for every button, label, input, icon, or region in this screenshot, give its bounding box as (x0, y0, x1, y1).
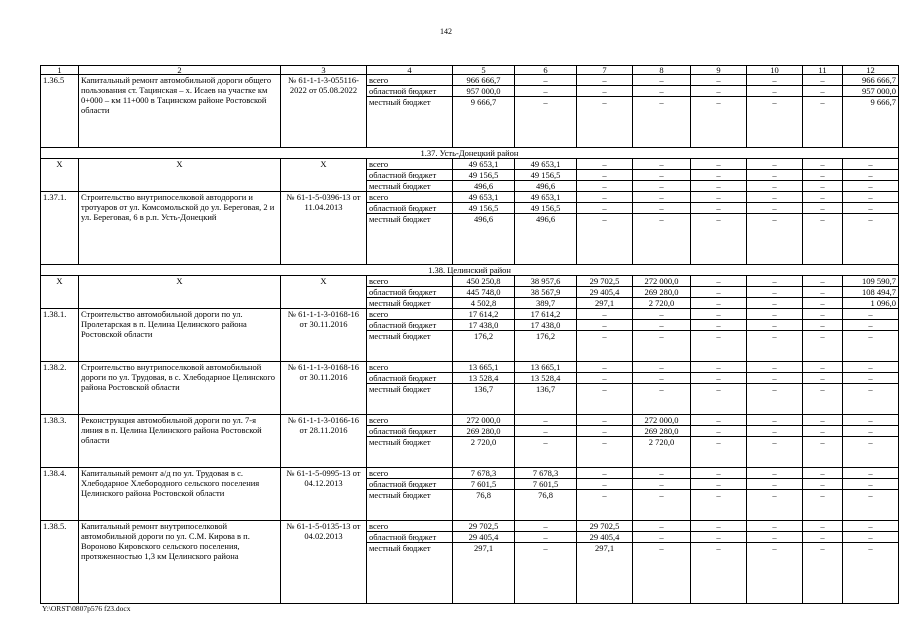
funding-source: всего (367, 159, 453, 170)
amount-cell: 17 614,2 (515, 309, 577, 320)
amount-cell: – (803, 86, 843, 97)
amount-cell: 2 720,0 (633, 437, 691, 468)
amount-cell: – (633, 362, 691, 373)
amount-cell: – (691, 181, 747, 192)
column-number-row (41, 66, 899, 75)
amount-cell: 136,7 (515, 384, 577, 415)
amount-cell: – (843, 532, 899, 543)
amount-cell: – (803, 437, 843, 468)
amount-cell: – (747, 373, 803, 384)
col-header: 10 (747, 66, 803, 75)
amount-cell: – (747, 426, 803, 437)
amount-cell: 29 405,4 (577, 532, 633, 543)
amount-cell: 7 601,5 (453, 479, 515, 490)
amount-cell: 957 000,0 (453, 86, 515, 97)
amount-cell: 29 405,4 (577, 287, 633, 298)
amount-cell: – (633, 86, 691, 97)
amount-cell: – (803, 373, 843, 384)
amount-cell: – (577, 331, 633, 362)
amount-cell: – (691, 384, 747, 415)
amount-cell: – (633, 373, 691, 384)
amount-cell: 272 000,0 (633, 276, 691, 287)
funding-source: областной бюджет (367, 373, 453, 384)
expertise-conclusion: № 61-1-1-3-0168-16 от 30.11.2016 (281, 309, 367, 362)
amount-cell: 445 748,0 (453, 287, 515, 298)
table-row (41, 521, 899, 532)
item-description: Строительство автомобильной дороги по ул. Пролетарская в п. Целина Целинского района Ростовской области (79, 309, 281, 362)
amount-cell: 38 957,6 (515, 276, 577, 287)
table-row (41, 362, 899, 373)
amount-cell: 2 720,0 (453, 437, 515, 468)
amount-cell: 29 702,5 (453, 521, 515, 532)
amount-cell: – (577, 437, 633, 468)
amount-cell: 176,2 (515, 331, 577, 362)
section-title: 1.37. Усть-Донецкий район (41, 148, 899, 159)
amount-cell: – (803, 97, 843, 148)
amount-cell: – (803, 331, 843, 362)
amount-cell: – (843, 521, 899, 532)
amount-cell: – (633, 331, 691, 362)
table-row (41, 159, 899, 170)
amount-cell: – (577, 468, 633, 479)
amount-cell: – (803, 214, 843, 265)
amount-cell: – (577, 373, 633, 384)
amount-cell: 496,6 (515, 214, 577, 265)
amount-cell: – (633, 214, 691, 265)
section-title: 1.38. Целинский район (41, 265, 899, 276)
amount-cell: – (803, 384, 843, 415)
funding-source: местный бюджет (367, 298, 453, 309)
amount-cell: 4 502,8 (453, 298, 515, 309)
funding-source: областной бюджет (367, 320, 453, 331)
expertise-conclusion: № 61-1-5-0995-13 от 04.12.2013 (281, 468, 367, 521)
amount-cell: 297,1 (453, 543, 515, 604)
amount-cell: – (843, 373, 899, 384)
item-number: 1.38.5. (41, 521, 79, 604)
funding-source: местный бюджет (367, 437, 453, 468)
amount-cell: – (577, 309, 633, 320)
amount-cell: – (747, 468, 803, 479)
amount-cell: – (747, 415, 803, 426)
amount-cell: – (691, 532, 747, 543)
amount-cell: – (843, 320, 899, 331)
amount-cell: 269 280,0 (453, 426, 515, 437)
amount-cell: 496,6 (453, 181, 515, 192)
amount-cell: – (747, 75, 803, 86)
funding-source: областной бюджет (367, 86, 453, 97)
amount-cell: – (691, 373, 747, 384)
amount-cell: 9 666,7 (843, 97, 899, 148)
item-number: 1.38.3. (41, 415, 79, 468)
amount-cell: 29 702,5 (577, 276, 633, 287)
amount-cell: – (691, 276, 747, 287)
amount-cell: – (577, 159, 633, 170)
amount-cell: – (577, 415, 633, 426)
funding-source: областной бюджет (367, 479, 453, 490)
amount-cell: – (577, 75, 633, 86)
amount-cell: – (803, 276, 843, 287)
amount-cell: – (803, 479, 843, 490)
amount-cell: 49 653,1 (515, 192, 577, 203)
amount-cell: – (803, 170, 843, 181)
amount-cell: – (577, 192, 633, 203)
amount-cell: – (691, 415, 747, 426)
amount-cell: 269 280,0 (633, 426, 691, 437)
funding-source: областной бюджет (367, 426, 453, 437)
amount-cell: – (803, 192, 843, 203)
amount-cell: – (691, 192, 747, 203)
amount-cell: 76,8 (515, 490, 577, 521)
amount-cell: – (633, 543, 691, 604)
amount-cell: 496,6 (453, 214, 515, 265)
amount-cell: 966 666,7 (453, 75, 515, 86)
amount-cell: – (803, 532, 843, 543)
funding-source: местный бюджет (367, 543, 453, 604)
amount-cell: – (633, 97, 691, 148)
amount-cell: – (691, 203, 747, 214)
amount-cell: – (747, 309, 803, 320)
amount-cell: – (843, 214, 899, 265)
amount-cell: – (577, 214, 633, 265)
funding-source: всего (367, 415, 453, 426)
amount-cell: – (803, 309, 843, 320)
amount-cell: 7 601,5 (515, 479, 577, 490)
amount-cell: – (843, 479, 899, 490)
funding-source: областной бюджет (367, 287, 453, 298)
funding-source: местный бюджет (367, 97, 453, 148)
amount-cell: – (577, 170, 633, 181)
amount-cell: – (747, 170, 803, 181)
amount-cell: – (843, 331, 899, 362)
amount-cell: – (515, 532, 577, 543)
amount-cell: – (747, 490, 803, 521)
amount-cell: 957 000,0 (843, 86, 899, 97)
item-description: Капитальный ремонт внутрипоселковой автомобильной дороги по ул. С.М. Кирова в п. Вороново Кировского сельского поселения, протяженностью 1,3 км Целинского района (79, 521, 281, 604)
amount-cell: 7 678,3 (453, 468, 515, 479)
item-description: Капитальный ремонт автомобильной дороги общего пользования ст. Тацинская – х. Исаев на участке км 0+000 – км 11+000 в Тацинском районе Ростовской области (79, 75, 281, 148)
funding-source: областной бюджет (367, 532, 453, 543)
amount-cell: – (633, 75, 691, 86)
amount-cell: – (577, 203, 633, 214)
amount-cell: – (577, 181, 633, 192)
amount-cell: 49 156,5 (453, 203, 515, 214)
amount-cell: – (747, 543, 803, 604)
item-number: Х (41, 276, 79, 309)
amount-cell: 272 000,0 (453, 415, 515, 426)
amount-cell: – (747, 276, 803, 287)
amount-cell: – (747, 181, 803, 192)
amount-cell: – (843, 543, 899, 604)
amount-cell: – (843, 181, 899, 192)
expertise-conclusion: № 61-1-5-0135-13 от 04.02.2013 (281, 521, 367, 604)
item-number: Х (41, 159, 79, 192)
col-header: 11 (803, 66, 843, 75)
expertise-conclusion: № 61-1-1-3-055116-2022 от 05.08.2022 (281, 75, 367, 148)
amount-cell: 176,2 (453, 331, 515, 362)
funding-source: местный бюджет (367, 181, 453, 192)
section-row (41, 265, 899, 276)
amount-cell: – (691, 97, 747, 148)
amount-cell: 17 438,0 (515, 320, 577, 331)
amount-cell: 17 438,0 (453, 320, 515, 331)
amount-cell: – (577, 384, 633, 415)
amount-cell: – (577, 479, 633, 490)
amount-cell: – (691, 320, 747, 331)
amount-cell: 966 666,7 (843, 75, 899, 86)
amount-cell: – (515, 521, 577, 532)
item-description: Х (79, 159, 281, 192)
amount-cell: – (691, 331, 747, 362)
funding-source: местный бюджет (367, 490, 453, 521)
amount-cell: 13 528,4 (453, 373, 515, 384)
table-row (41, 309, 899, 320)
amount-cell: – (747, 384, 803, 415)
table-row (41, 415, 899, 426)
amount-cell: – (747, 320, 803, 331)
amount-cell: 2 720,0 (633, 298, 691, 309)
amount-cell: – (843, 362, 899, 373)
amount-cell: – (633, 468, 691, 479)
amount-cell: – (803, 287, 843, 298)
amount-cell: – (843, 170, 899, 181)
amount-cell: – (633, 490, 691, 521)
item-description: Капитальный ремонт а/д по ул. Трудовая в с. Хлебодарное Хлебородного сельского поселения Целинского района Ростовской области (79, 468, 281, 521)
amount-cell: 49 156,5 (453, 170, 515, 181)
amount-cell: 49 156,5 (515, 203, 577, 214)
col-header: 5 (453, 66, 515, 75)
amount-cell: – (633, 181, 691, 192)
page-number: 142 (440, 27, 452, 36)
amount-cell: – (515, 86, 577, 97)
amount-cell: – (747, 192, 803, 203)
amount-cell: 13 665,1 (453, 362, 515, 373)
amount-cell: – (691, 437, 747, 468)
amount-cell: – (633, 159, 691, 170)
amount-cell: – (633, 170, 691, 181)
table-row (41, 75, 899, 86)
amount-cell: – (577, 490, 633, 521)
funding-source: всего (367, 468, 453, 479)
col-header: 1 (41, 66, 79, 75)
amount-cell: 297,1 (577, 298, 633, 309)
amount-cell: – (803, 426, 843, 437)
amount-cell: – (691, 287, 747, 298)
item-number: 1.38.2. (41, 362, 79, 415)
amount-cell: 496,6 (515, 181, 577, 192)
item-number: 1.38.4. (41, 468, 79, 521)
amount-cell: 29 405,4 (453, 532, 515, 543)
amount-cell: – (803, 75, 843, 86)
amount-cell: – (843, 437, 899, 468)
funding-source: всего (367, 309, 453, 320)
amount-cell: – (633, 309, 691, 320)
amount-cell: – (803, 159, 843, 170)
col-header: 9 (691, 66, 747, 75)
amount-cell: 109 590,7 (843, 276, 899, 287)
amount-cell: – (691, 490, 747, 521)
amount-cell: 13 665,1 (515, 362, 577, 373)
amount-cell: 1 096,0 (843, 298, 899, 309)
amount-cell: – (803, 521, 843, 532)
item-description: Х (79, 276, 281, 309)
col-header: 2 (79, 66, 281, 75)
amount-cell: – (747, 331, 803, 362)
funding-source: всего (367, 521, 453, 532)
amount-cell: – (691, 543, 747, 604)
amount-cell: – (747, 203, 803, 214)
amount-cell: – (843, 309, 899, 320)
col-header: 7 (577, 66, 633, 75)
item-number: 1.36.5 (41, 75, 79, 148)
amount-cell: 269 280,0 (633, 287, 691, 298)
amount-cell: 9 666,7 (453, 97, 515, 148)
amount-cell: – (747, 86, 803, 97)
amount-cell: – (577, 86, 633, 97)
amount-cell: – (515, 543, 577, 604)
amount-cell: 49 653,1 (515, 159, 577, 170)
amount-cell: – (843, 384, 899, 415)
col-header: 8 (633, 66, 691, 75)
col-header: 4 (367, 66, 453, 75)
amount-cell: – (747, 159, 803, 170)
amount-cell: – (691, 214, 747, 265)
amount-cell: 108 494,7 (843, 287, 899, 298)
amount-cell: 49 156,5 (515, 170, 577, 181)
table-row (41, 468, 899, 479)
item-number: 1.38.1. (41, 309, 79, 362)
financing-table (40, 65, 899, 604)
amount-cell: – (691, 521, 747, 532)
amount-cell: – (691, 309, 747, 320)
amount-cell: – (691, 86, 747, 97)
funding-source: всего (367, 362, 453, 373)
expertise-conclusion: № 61-1-5-0396-13 от 11.04.2013 (281, 192, 367, 265)
amount-cell: – (803, 543, 843, 604)
funding-source: местный бюджет (367, 214, 453, 265)
funding-source: областной бюджет (367, 203, 453, 214)
amount-cell: – (577, 362, 633, 373)
amount-cell: – (843, 490, 899, 521)
amount-cell: 7 678,3 (515, 468, 577, 479)
amount-cell: – (803, 320, 843, 331)
expertise-conclusion: Х (281, 159, 367, 192)
amount-cell: – (691, 479, 747, 490)
amount-cell: – (577, 320, 633, 331)
amount-cell: 272 000,0 (633, 415, 691, 426)
expertise-conclusion: № 61-1-1-3-0166-16 от 28.11.2016 (281, 415, 367, 468)
item-description: Строительство внутрипоселковой автомобильной дороги по ул. Трудовая, в с. Хлебодарное Целинского района Ростовской области (79, 362, 281, 415)
amount-cell: – (803, 490, 843, 521)
amount-cell: – (691, 468, 747, 479)
amount-cell: – (515, 426, 577, 437)
funding-source: местный бюджет (367, 331, 453, 362)
amount-cell: – (747, 521, 803, 532)
expertise-conclusion: Х (281, 276, 367, 309)
amount-cell: – (803, 203, 843, 214)
amount-cell: – (691, 426, 747, 437)
amount-cell: 38 567,9 (515, 287, 577, 298)
amount-cell: – (803, 415, 843, 426)
amount-cell: – (803, 181, 843, 192)
amount-cell: – (691, 170, 747, 181)
amount-cell: – (747, 97, 803, 148)
amount-cell: – (633, 203, 691, 214)
amount-cell: – (843, 426, 899, 437)
col-header: 12 (843, 66, 899, 75)
amount-cell: – (577, 426, 633, 437)
amount-cell: 297,1 (577, 543, 633, 604)
amount-cell: – (843, 468, 899, 479)
amount-cell: – (747, 362, 803, 373)
amount-cell: – (843, 415, 899, 426)
amount-cell: – (515, 97, 577, 148)
amount-cell: – (691, 75, 747, 86)
amount-cell: – (803, 362, 843, 373)
amount-cell: – (803, 468, 843, 479)
amount-cell: 49 653,1 (453, 192, 515, 203)
amount-cell: – (633, 521, 691, 532)
amount-cell: 450 250,8 (453, 276, 515, 287)
amount-cell: – (633, 479, 691, 490)
amount-cell: – (633, 320, 691, 331)
amount-cell: 29 702,5 (577, 521, 633, 532)
item-description: Реконструкция автомобильной дороги по ул. 7-я линия в п. Целина Целинского района Ростовской области (79, 415, 281, 468)
amount-cell: – (747, 287, 803, 298)
amount-cell: – (691, 159, 747, 170)
amount-cell: 76,8 (453, 490, 515, 521)
amount-cell: – (515, 75, 577, 86)
table-row (41, 192, 899, 203)
funding-source: всего (367, 192, 453, 203)
col-header: 3 (281, 66, 367, 75)
expertise-conclusion: № 61-1-1-3-0168-16 от 30.11.2016 (281, 362, 367, 415)
amount-cell: – (691, 298, 747, 309)
amount-cell: – (843, 192, 899, 203)
amount-cell: – (747, 532, 803, 543)
amount-cell: – (633, 384, 691, 415)
amount-cell: – (747, 437, 803, 468)
amount-cell: – (747, 479, 803, 490)
amount-cell: – (633, 192, 691, 203)
amount-cell: – (747, 298, 803, 309)
amount-cell: – (747, 214, 803, 265)
funding-source: местный бюджет (367, 384, 453, 415)
amount-cell: 389,7 (515, 298, 577, 309)
funding-source: всего (367, 276, 453, 287)
item-description: Строительство внутрипоселковой автодороги и тротуаров от ул. Комсомольской до ул. Береговая, 2 и ул. Береговая, 6 в р.п. Усть-Донецкий (79, 192, 281, 265)
amount-cell: 136,7 (453, 384, 515, 415)
amount-cell: – (691, 362, 747, 373)
amount-cell: – (515, 415, 577, 426)
funding-source: областной бюджет (367, 170, 453, 181)
table-row (41, 276, 899, 287)
amount-cell: 17 614,2 (453, 309, 515, 320)
funding-source: всего (367, 75, 453, 86)
amount-cell: 49 653,1 (453, 159, 515, 170)
section-row (41, 148, 899, 159)
amount-cell: – (843, 159, 899, 170)
item-number: 1.37.1. (41, 192, 79, 265)
col-header: 6 (515, 66, 577, 75)
file-path-footer: Y:\ORST\0807p576 f23.docx (42, 604, 131, 613)
amount-cell: – (803, 298, 843, 309)
amount-cell: – (843, 203, 899, 214)
amount-cell: 13 528,4 (515, 373, 577, 384)
amount-cell: – (515, 437, 577, 468)
amount-cell: – (633, 532, 691, 543)
amount-cell: – (577, 97, 633, 148)
